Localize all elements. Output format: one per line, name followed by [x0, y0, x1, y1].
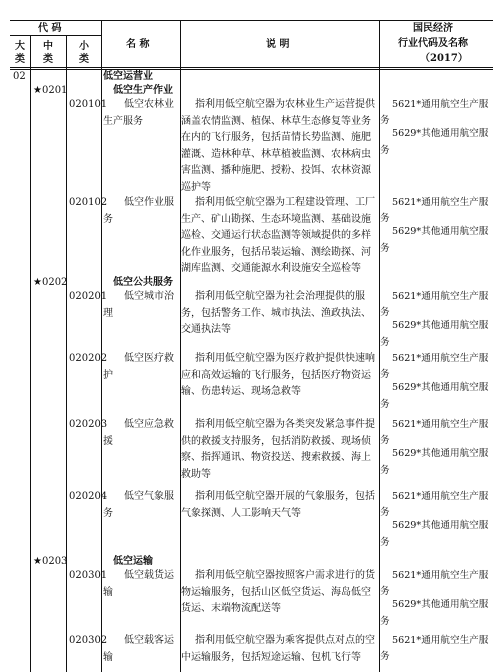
industry-code-r020202-3: 务 — [380, 399, 390, 410]
industry-code-r020204-1: 务 — [380, 507, 390, 518]
item-description-r020102-4: 湖库监测、交通能源水利设施安全巡检等 — [181, 263, 361, 274]
industry-code-r020301-1: 务 — [380, 586, 390, 597]
industry-code-r020101-1: 务 — [380, 115, 390, 126]
item-name-r020201-1: 理 — [103, 307, 113, 319]
industry-code-r020204-0: 5621*通用航空生产服 — [392, 491, 489, 502]
industry-code-r020201-3: 务 — [380, 337, 390, 348]
industry-code-r020202-2: 5629*其他通用航空服 — [392, 382, 489, 393]
item-description-r020102-3: 化作业服务，包括吊装运输、测绘勘探、河 — [181, 246, 371, 258]
item-name-r020301-0: 低空载货运 — [124, 570, 174, 581]
item-description-r020101-1: 涵盖农情监测、植保、林草生态修复等业务 — [181, 115, 371, 127]
item-name-r020302-1: 输 — [103, 651, 113, 663]
category-name-r0203: 低空运输 — [113, 556, 153, 567]
major-code-r02: 02 — [13, 71, 26, 82]
middle-code-r0203: ★0203 — [33, 556, 68, 567]
item-description-r020301-0: 指利用低空航空器按照客户需求进行的货 — [195, 570, 375, 581]
item-name-r020101-1: 生产服务 — [103, 115, 143, 127]
item-name-r020202-1: 护 — [103, 369, 113, 381]
item-description-r020204-0: 指利用低空航空器开展的气象服务，包括 — [195, 491, 375, 502]
industry-header-line-3: （2017） — [420, 53, 468, 64]
industry-code-r020102-2: 5629*其他通用航空服 — [392, 226, 489, 237]
middle-class-header: 中类 — [43, 41, 53, 65]
item-description-r020203-1: 供的救援支持服务，包括消防救援、现场侦 — [181, 435, 371, 447]
item-description-r020302-0: 指利用低空航空器为乘客提供点对点的空 — [195, 635, 375, 646]
item-description-r020203-3: 救助等 — [181, 468, 211, 480]
item-description-r020201-2: 交通执法等 — [181, 324, 231, 335]
industry-code-r020204-2: 5629*其他通用航空服 — [392, 520, 489, 531]
item-description-r020102-0: 指利用低空航空器为工程建设管理、工厂 — [195, 197, 375, 208]
minor-code-r020101: 020101 — [69, 99, 108, 110]
industry-code-r020102-3: 务 — [380, 243, 390, 254]
item-description-r020202-0: 指利用低空航空器为医疗救护提供快速响 — [195, 353, 375, 364]
item-name-r020203-1: 援 — [103, 435, 113, 447]
item-description-r020202-2: 输、伤患转运、现场急救等 — [181, 386, 301, 397]
industry-code-r020202-1: 务 — [380, 369, 390, 380]
industry-code-r020203-2: 5629*其他通用航空服 — [392, 448, 489, 459]
industry-code-r020101-0: 5621*通用航空生产服 — [392, 99, 489, 110]
industry-code-r020202-0: 5621*通用航空生产服 — [392, 353, 489, 364]
item-description-r020102-1: 生产、矿山勘探、生态环境监测、基础设施 — [181, 213, 371, 225]
code-group-rule — [10, 35, 101, 36]
industry-code-r020302-1: 务 — [380, 651, 390, 662]
item-description-r020302-1: 中运输服务，包括短途运输、包机飞行等 — [181, 651, 361, 663]
minor-code-r020203: 020203 — [69, 419, 108, 430]
column-rule-2 — [66, 35, 67, 672]
minor-code-r020102: 020102 — [69, 197, 108, 208]
industry-code-r020102-0: 5621*通用航空生产服 — [392, 197, 489, 208]
industry-code-r020301-3: 务 — [380, 616, 390, 627]
column-rule-1 — [30, 35, 31, 672]
item-description-r020203-0: 指利用低空航空器为各类突发紧急事件提 — [195, 419, 375, 430]
item-name-r020201-0: 低空城市治 — [124, 291, 174, 302]
item-description-r020101-2: 在内的飞行服务，包括苗情长势监测、施肥 — [181, 132, 371, 143]
item-name-r020302-0: 低空载客运 — [124, 635, 174, 646]
industry-code-r020101-3: 务 — [380, 145, 390, 156]
item-description-r020101-3: 灌溉、造林种草、林草植被监测、农林病虫 — [181, 148, 371, 160]
major-class-header: 大类 — [15, 41, 25, 65]
name-column-header: 名 称 — [126, 39, 150, 50]
item-description-r020101-5: 巡护等 — [181, 181, 211, 193]
table-top-rule — [10, 20, 493, 21]
industry-code-r020201-2: 5629*其他通用航空服 — [392, 320, 489, 331]
industry-code-r020203-3: 务 — [380, 465, 390, 476]
industry-header-line-1: 国民经济 — [413, 23, 453, 34]
item-name-r020203-0: 低空应急救 — [124, 419, 174, 430]
minor-class-header: 小类 — [79, 41, 89, 65]
category-name-r0202: 低空公共服务 — [113, 277, 173, 288]
item-description-r020301-1: 物运输服务，包括山区低空货运、海岛低空 — [181, 586, 371, 598]
industry-code-r020203-0: 5621*通用航空生产服 — [392, 419, 489, 430]
item-description-r020102-2: 巡检、交通运行状态监测等领域提供的多样 — [181, 230, 371, 241]
minor-code-r020202: 020202 — [69, 353, 108, 364]
item-description-r020101-4: 害监测、播种施肥、授粉、投饵、农林资源 — [181, 165, 371, 176]
industry-code-r020204-3: 务 — [380, 537, 390, 548]
industry-code-r020101-2: 5629*其他通用航空服 — [392, 128, 489, 139]
industry-code-r020301-2: 5629*其他通用航空服 — [392, 599, 489, 610]
header-double-rule — [10, 69, 493, 70]
minor-code-r020301: 020301 — [69, 570, 108, 581]
code-group-label: 代 码 — [38, 23, 62, 34]
middle-code-r0201: ★0201 — [33, 85, 68, 96]
category-name-r0201: 低空生产作业 — [113, 85, 173, 96]
item-name-r020204-1: 务 — [103, 507, 113, 519]
item-description-r020204-1: 气象探测、人工影响天气等 — [181, 507, 301, 519]
industry-code-r020203-1: 务 — [380, 435, 390, 446]
category-name-r02: 低空运营业 — [103, 71, 153, 82]
minor-code-r020201: 020201 — [69, 291, 108, 302]
item-name-r020102-1: 务 — [103, 213, 113, 225]
industry-code-r020302-0: 5621*通用航空生产服 — [392, 635, 489, 646]
minor-code-r020302: 020302 — [69, 635, 108, 646]
header-bottom-rule — [10, 67, 493, 68]
item-name-r020301-1: 输 — [103, 586, 113, 598]
item-name-r020204-0: 低空气象服 — [124, 491, 174, 502]
industry-code-r020201-0: 5621*通用航空生产服 — [392, 291, 489, 302]
item-description-r020101-0: 指利用低空航空器为农林业生产运营提供 — [195, 99, 375, 110]
industry-code-r020102-1: 务 — [380, 213, 390, 224]
middle-code-r0202: ★0202 — [33, 277, 68, 288]
description-column-header: 说 明 — [266, 39, 290, 50]
industry-code-r020301-0: 5621*通用航空生产服 — [392, 570, 489, 581]
item-name-r020101-0: 低空农林业 — [124, 99, 174, 110]
item-description-r020203-2: 察、指挥通讯、物资投送、搜索救援、海上 — [181, 452, 371, 463]
item-description-r020201-0: 指利用低空航空器为社会治理提供的服 — [195, 291, 365, 302]
item-name-r020102-0: 低空作业服 — [124, 197, 174, 208]
item-description-r020201-1: 务，包括警务工作、城市执法、渔政执法、 — [181, 307, 371, 319]
item-name-r020202-0: 低空医疗救 — [124, 353, 174, 364]
industry-header-line-2: 行业代码及名称 — [398, 38, 468, 49]
item-description-r020301-2: 货运、末端物流配送等 — [181, 603, 281, 614]
minor-code-r020204: 020204 — [69, 491, 108, 502]
item-description-r020202-1: 应和高效运输的飞行服务，包括医疗物资运 — [181, 369, 371, 381]
industry-code-r020201-1: 务 — [380, 307, 390, 318]
